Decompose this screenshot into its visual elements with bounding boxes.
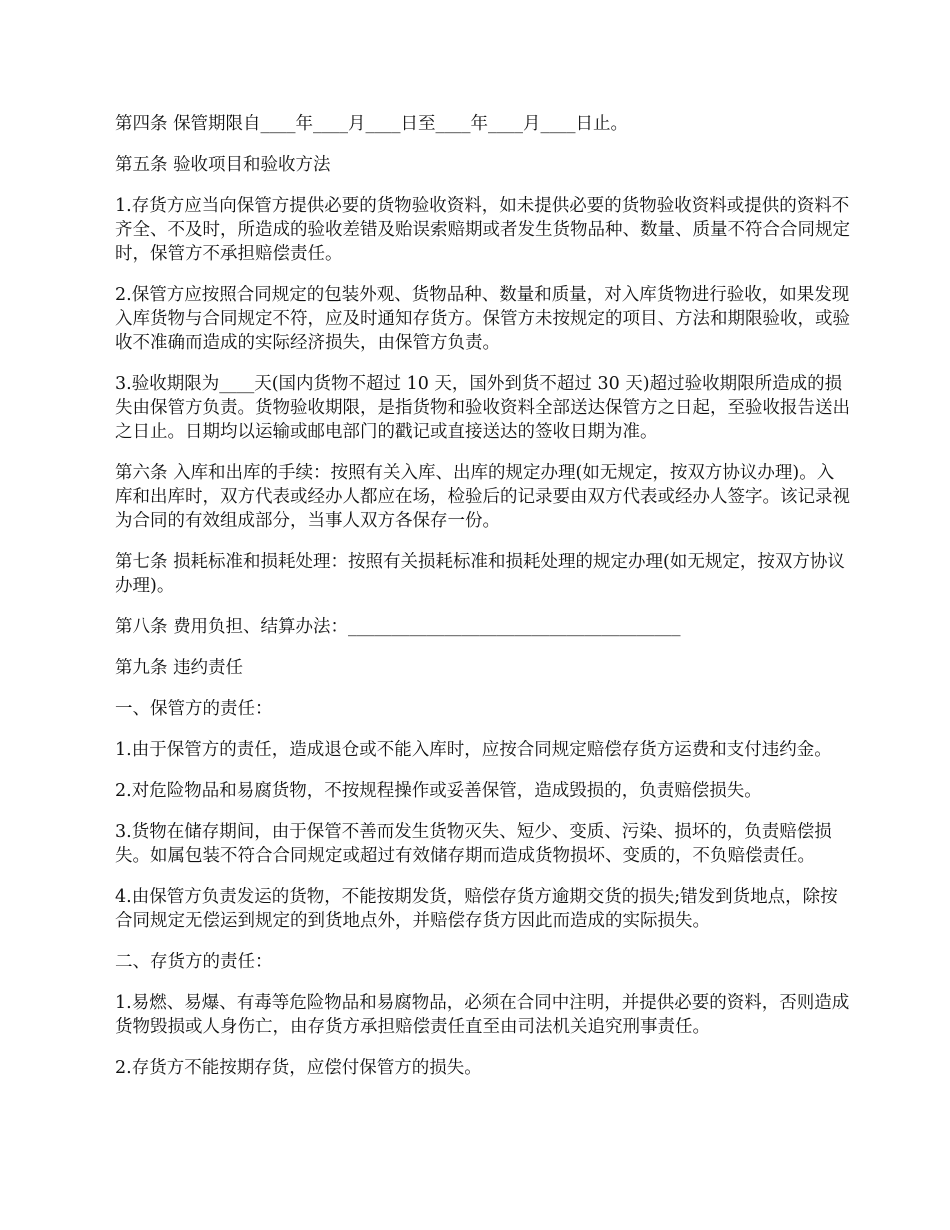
- article-5-clause-3: 3.验收期限为____天(国内货物不超过 10 天，国外到货不超过 30 天)超过验收期限所造成的损失由保管方负责。货物验收期限，是指货物和验收资料全部送达保管方之日起，至验收报告送出之日止。日期均以运输或邮电部门的戳记或直接送达的签收日期为准。: [115, 374, 850, 442]
- depositor-liability-2: 2.存货方不能按期存货，应偿付保管方的损失。: [115, 1058, 482, 1078]
- article-9-heading: 第九条 违约责任: [115, 658, 244, 678]
- article-8-fees: 第八条 费用负担、结算办法：______________________________________: [115, 617, 681, 637]
- depositor-liability-1: 1.易燃、易爆、有毒等危险物品和易腐物品，必须在合同中注明，并提供必要的资料，否则造成货物毁损或人身伤亡，由存货方承担赔偿责任直至由司法机关追究刑事责任。: [115, 993, 850, 1037]
- article-5-clause-2: 2.保管方应按照合同规定的包装外观、货物品种、数量和质量，对入库货物进行验收，如果发现入库货物与合同规定不符，应及时通知存货方。保管方未按规定的项目、方法和期限验收，或验收不准确而造成的实际经济损失，由保管方负责。: [115, 285, 850, 353]
- document-page: [115, 112, 850, 1097]
- article-5-heading: 第五条 验收项目和验收方法: [115, 155, 331, 175]
- article-4-storage-period: 第四条 保管期限自____年____月____日至____年____月____日止。: [115, 114, 629, 134]
- article-5-clause-1: 1.存货方应当向保管方提供必要的货物验收资料，如未提供必要的货物验收资料或提供的资料不齐全、不及时，所造成的验收差错及贻误索赔期或者发生货物品种、数量、质量不符合合同规定时，保管方不承担赔偿责任。: [115, 196, 850, 264]
- keeper-liability-3: 3.货物在储存期间，由于保管不善而发生货物灭失、短少、变质、污染、损坏的，负责赔偿损失。如属包装不符合合同规定或超过有效储存期而造成货物损坏、变质的，不负赔偿责任。: [115, 822, 832, 866]
- article-6-procedures: 第六条 入库和出库的手续：按照有关入库、出库的规定办理(如无规定，按双方协议办理)。入库和出库时，双方代表或经办人都应在场，检验后的记录要由双方代表或经办人签字。该记录视为合同的有效组成部分，当事人双方各保存一份。: [115, 463, 850, 531]
- keeper-liability-heading: 一、保管方的责任：: [115, 699, 273, 719]
- depositor-liability-heading: 二、存货方的责任：: [115, 952, 273, 972]
- keeper-liability-2: 2.对危险物品和易腐货物，不按规程操作或妥善保管，造成毁损的，负责赔偿损失。: [115, 781, 762, 801]
- keeper-liability-4: 4.由保管方负责发运的货物，不能按期发货，赔偿存货方逾期交货的损失;错发到货地点，除按合同规定无偿运到规定的到货地点外，并赔偿存货方因此而造成的实际损失。: [115, 887, 838, 931]
- article-7-loss-standards: 第七条 损耗标准和损耗处理：按照有关损耗标准和损耗处理的规定办理(如无规定，按双方协议办理)。: [115, 552, 845, 596]
- keeper-liability-1: 1.由于保管方的责任，造成退仓或不能入库时，应按合同规定赔偿存货方运费和支付违约金。: [115, 740, 832, 760]
